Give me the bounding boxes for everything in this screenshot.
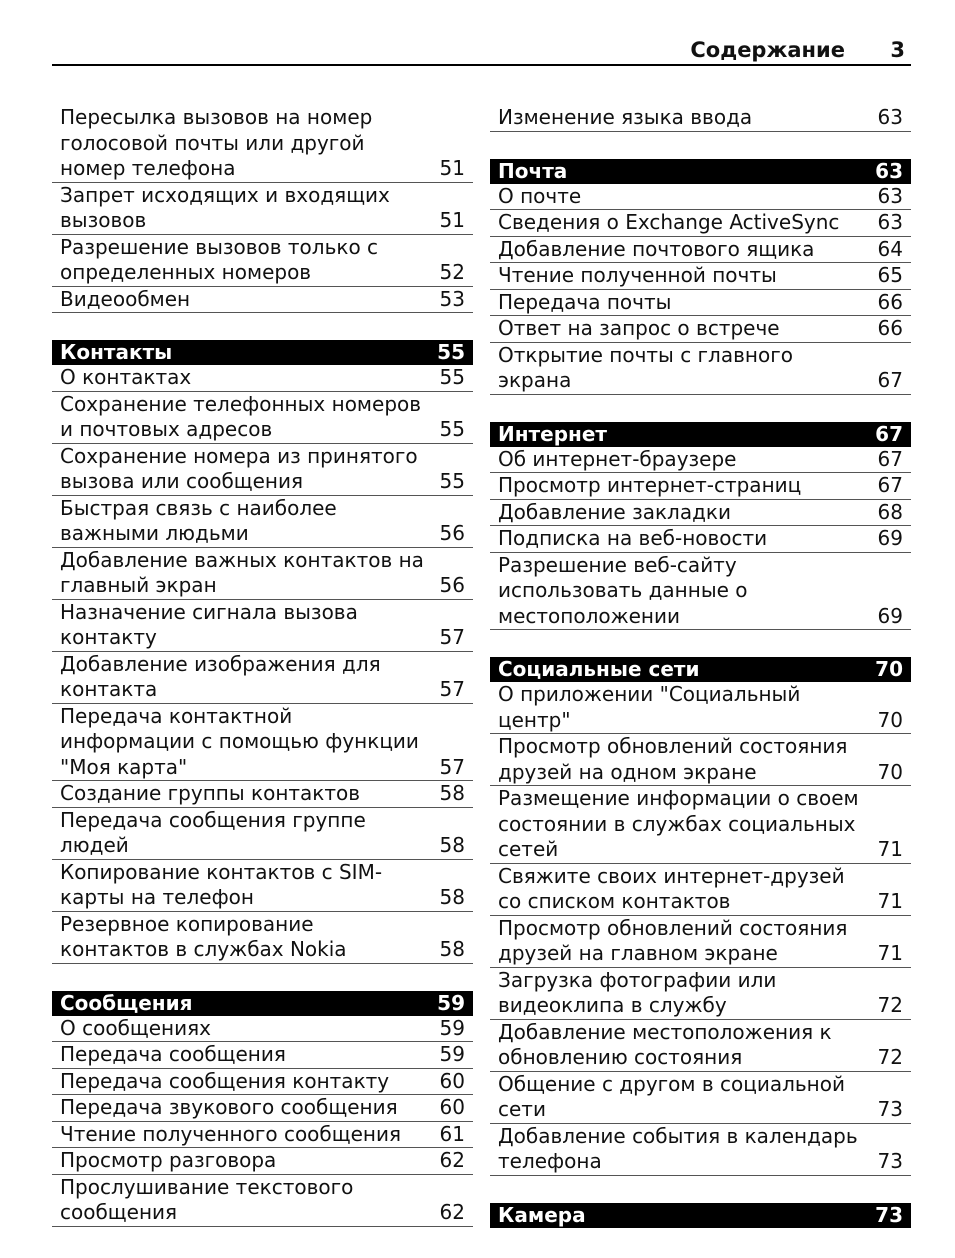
toc-entry-title: Резервное копирование контактов в службах Nokia bbox=[60, 911, 347, 961]
toc-list-left-top bbox=[52, 105, 473, 313]
toc-entry-page: 63 bbox=[877, 183, 903, 208]
toc-entry-title: О почте bbox=[498, 183, 582, 208]
toc-entry[interactable] bbox=[52, 600, 473, 652]
toc-entry-title: Добавление почтового ящика bbox=[498, 236, 815, 261]
toc-entry[interactable] bbox=[490, 526, 911, 553]
toc-entry-page: 62 bbox=[439, 1200, 465, 1224]
section-gap bbox=[490, 1176, 911, 1203]
toc-entry-title: Общение с другом в социальной сети bbox=[498, 1071, 845, 1121]
toc-entry-title: Передача контактной информации с помощью функции "Моя карта" bbox=[60, 703, 419, 779]
toc-entry-title: Копирование контактов с SIM-карты на телефон bbox=[60, 859, 383, 909]
toc-entry-page: 63 bbox=[877, 105, 903, 129]
toc-entry-title: Об интернет-браузере bbox=[498, 446, 737, 471]
section-header-mail[interactable] bbox=[490, 159, 911, 184]
toc-entry[interactable] bbox=[52, 781, 473, 808]
section-title: Социальные сети bbox=[498, 657, 700, 681]
section-gap bbox=[52, 964, 473, 991]
toc-entry-page: 62 bbox=[439, 1148, 465, 1172]
section-page: 67 bbox=[875, 421, 903, 446]
toc-entry[interactable] bbox=[490, 316, 911, 343]
toc-entry[interactable] bbox=[52, 1016, 473, 1043]
section-gap bbox=[490, 395, 911, 422]
toc-entry-page: 67 bbox=[877, 473, 903, 497]
toc-entry-page: 60 bbox=[439, 1068, 465, 1093]
section-gap bbox=[52, 313, 473, 340]
toc-entry[interactable] bbox=[52, 1122, 473, 1149]
toc-entry-page: 71 bbox=[877, 889, 903, 913]
toc-entry-page: 69 bbox=[877, 603, 903, 628]
toc-entry[interactable] bbox=[490, 237, 911, 264]
toc-entry[interactable] bbox=[52, 287, 473, 314]
toc-entry-title: Передача звукового сообщения bbox=[60, 1095, 398, 1119]
toc-entry-page: 73 bbox=[877, 1097, 903, 1121]
toc-entry-title: О приложении "Социальный центр" bbox=[498, 682, 801, 732]
toc-entry-title: Изменение языка ввода bbox=[498, 105, 753, 129]
page-title: Содержание bbox=[690, 38, 845, 62]
toc-entry-page: 71 bbox=[877, 837, 903, 861]
toc-entry-page: 71 bbox=[877, 941, 903, 965]
toc-entry-title: Ответ на запрос о встрече bbox=[498, 316, 780, 340]
toc-entry[interactable] bbox=[490, 1072, 911, 1124]
toc-entry[interactable] bbox=[52, 444, 473, 496]
toc-entry-page: 61 bbox=[439, 1121, 465, 1146]
toc-entry[interactable] bbox=[52, 183, 473, 235]
toc-entry-title: Открытие почты с главного экрана bbox=[498, 342, 793, 392]
toc-entry-page: 64 bbox=[877, 236, 903, 261]
toc-entry-title: О контактах bbox=[60, 365, 192, 389]
toc-entry[interactable] bbox=[52, 1069, 473, 1096]
toc-entry-title: Размещение информации о своем состоянии в службах социальных сетей bbox=[498, 786, 859, 861]
toc-entry-title: Передача сообщения контакту bbox=[60, 1068, 390, 1093]
toc-entry[interactable] bbox=[490, 734, 911, 786]
toc-list-mail bbox=[490, 184, 911, 395]
toc-entry-page: 72 bbox=[877, 993, 903, 1017]
toc-entry-page: 57 bbox=[439, 754, 465, 779]
toc-entry-page: 66 bbox=[877, 316, 903, 340]
right-column bbox=[490, 105, 911, 1228]
section-header-social[interactable] bbox=[490, 657, 911, 682]
toc-entry-title: Добавление местоположения к обновлению состояния bbox=[498, 1019, 832, 1069]
toc-entry[interactable] bbox=[490, 916, 911, 968]
toc-entry-page: 51 bbox=[439, 156, 465, 180]
section-page: 59 bbox=[437, 990, 465, 1015]
toc-entry[interactable] bbox=[52, 1095, 473, 1122]
toc-entry-page: 69 bbox=[877, 526, 903, 550]
toc-entry[interactable] bbox=[52, 105, 473, 183]
section-header-contacts[interactable] bbox=[52, 340, 473, 365]
toc-entry-page: 65 bbox=[877, 263, 903, 287]
section-title: Сообщения bbox=[60, 990, 193, 1015]
toc-entry[interactable] bbox=[52, 912, 473, 964]
toc-entry-title: Добавление события в календарь телефона bbox=[498, 1123, 858, 1173]
toc-entry[interactable] bbox=[490, 500, 911, 527]
toc-list-internet bbox=[490, 447, 911, 631]
section-page: 70 bbox=[875, 657, 903, 681]
toc-entry[interactable] bbox=[490, 553, 911, 631]
toc-entry[interactable] bbox=[490, 210, 911, 237]
section-page: 63 bbox=[875, 158, 903, 183]
section-title: Камера bbox=[498, 1202, 586, 1227]
toc-list-right-top bbox=[490, 105, 911, 132]
toc-entry-page: 55 bbox=[439, 417, 465, 441]
toc-entry-title: Загрузка фотографии или видеоклипа в службу bbox=[498, 967, 777, 1017]
toc-entry[interactable] bbox=[52, 860, 473, 912]
toc-entry-title: Сохранение номера из принятого вызова или сообщения bbox=[60, 443, 418, 493]
toc-entry-page: 63 bbox=[877, 210, 903, 234]
toc-entry-page: 60 bbox=[439, 1095, 465, 1119]
toc-entry-title: Чтение полученной почты bbox=[498, 263, 777, 287]
toc-list-social bbox=[490, 682, 911, 1176]
toc-entry-page: 56 bbox=[439, 521, 465, 545]
section-title: Контакты bbox=[60, 340, 173, 364]
toc-entry-page: 58 bbox=[439, 937, 465, 961]
toc-entry-page: 52 bbox=[439, 260, 465, 284]
toc-entry-page: 58 bbox=[439, 833, 465, 857]
toc-entry-title: Добавление закладки bbox=[498, 499, 731, 524]
toc-entry[interactable] bbox=[52, 1148, 473, 1175]
section-header-messages[interactable] bbox=[52, 991, 473, 1016]
toc-entry[interactable] bbox=[52, 235, 473, 287]
toc-entry-page: 68 bbox=[877, 499, 903, 524]
toc-entry[interactable] bbox=[490, 184, 911, 211]
toc-entry-page: 57 bbox=[439, 625, 465, 649]
toc-entry-title: Добавление важных контактов на главный экран bbox=[60, 547, 424, 597]
toc-entry[interactable] bbox=[490, 864, 911, 916]
section-gap bbox=[490, 630, 911, 657]
toc-entry-title: Сохранение телефонных номеров и почтовых адресов bbox=[60, 391, 422, 441]
toc-entry-title: Видеообмен bbox=[60, 286, 191, 311]
toc-entry-title: Подписка на веб-новости bbox=[498, 526, 768, 550]
toc-entry[interactable] bbox=[52, 1175, 473, 1227]
toc-entry[interactable] bbox=[490, 343, 911, 395]
toc-entry-page: 59 bbox=[439, 1015, 465, 1040]
toc-entry-page: 59 bbox=[439, 1042, 465, 1066]
toc-entry[interactable] bbox=[490, 1020, 911, 1072]
section-title: Почта bbox=[498, 158, 568, 183]
toc-list-contacts bbox=[52, 365, 473, 964]
toc-entry-title: Прослушивание текстового сообщения bbox=[60, 1174, 354, 1224]
toc-entry-page: 58 bbox=[439, 885, 465, 909]
toc-entry-page: 73 bbox=[877, 1149, 903, 1173]
page-header bbox=[52, 36, 911, 66]
toc-entry-title: Просмотр обновлений состояния друзей на главном экране bbox=[498, 915, 848, 965]
toc-entry-title: Чтение полученного сообщения bbox=[60, 1121, 401, 1146]
section-header-camera[interactable] bbox=[490, 1203, 911, 1228]
toc-entry-title: Передача сообщения группе людей bbox=[60, 807, 366, 857]
toc-entry-page: 55 bbox=[439, 469, 465, 493]
toc-entry-page: 72 bbox=[877, 1045, 903, 1069]
page-number: 3 bbox=[890, 38, 905, 62]
toc-entry-title: Разрешение вызовов только с определенных номеров bbox=[60, 234, 379, 284]
section-header-internet[interactable] bbox=[490, 422, 911, 447]
toc-entry-title: Добавление изображения для контакта bbox=[60, 651, 381, 701]
toc-entry[interactable] bbox=[52, 1042, 473, 1069]
toc-entry-title: Запрет исходящих и входящих вызовов bbox=[60, 182, 390, 232]
toc-entry[interactable] bbox=[490, 105, 911, 132]
toc-entry[interactable] bbox=[490, 786, 911, 864]
section-page: 55 bbox=[437, 340, 465, 364]
toc-entry-page: 70 bbox=[877, 759, 903, 784]
toc-entry-title: Просмотр интернет-страниц bbox=[498, 473, 802, 497]
toc-entry-title: Разрешение веб-сайту использовать данные о местоположении bbox=[498, 552, 748, 628]
toc-entry[interactable] bbox=[52, 496, 473, 548]
toc-entry-page: 70 bbox=[877, 707, 903, 732]
toc-list-messages bbox=[52, 1016, 473, 1227]
toc-entry[interactable] bbox=[52, 548, 473, 600]
toc-entry-page: 56 bbox=[439, 573, 465, 597]
toc-entry-title: Сведения о Exchange ActiveSync bbox=[498, 210, 840, 234]
toc-entry-page: 66 bbox=[877, 289, 903, 314]
toc-entry-title: Передача сообщения bbox=[60, 1042, 286, 1066]
toc-entry[interactable] bbox=[52, 365, 473, 392]
toc-entry-title: Пересылка вызовов на номер голосовой почты или другой номер телефона bbox=[60, 105, 373, 180]
toc-entry-title: О сообщениях bbox=[60, 1015, 211, 1040]
toc-entry-title: Свяжите своих интернет-друзей со списком контактов bbox=[498, 863, 845, 913]
toc-entry[interactable] bbox=[490, 290, 911, 317]
toc-entry[interactable] bbox=[490, 263, 911, 290]
toc-entry[interactable] bbox=[490, 473, 911, 500]
section-page: 73 bbox=[875, 1202, 903, 1227]
toc-entry-page: 57 bbox=[439, 677, 465, 701]
section-title: Интернет bbox=[498, 421, 608, 446]
section-gap bbox=[490, 132, 911, 159]
toc-entry-title: Быстрая связь с наиболее важными людьми bbox=[60, 495, 337, 545]
toc-entry[interactable] bbox=[52, 392, 473, 444]
toc-entry[interactable] bbox=[490, 968, 911, 1020]
toc-entry-page: 53 bbox=[439, 286, 465, 311]
toc-entry-page: 67 bbox=[877, 368, 903, 392]
toc-entry-title: Создание группы контактов bbox=[60, 781, 361, 805]
toc-entry-title: Назначение сигнала вызова контакту bbox=[60, 599, 358, 649]
toc-entry-title: Просмотр разговора bbox=[60, 1148, 277, 1172]
toc-entry-page: 67 bbox=[877, 446, 903, 471]
toc-entry-page: 55 bbox=[439, 365, 465, 389]
toc-entry[interactable] bbox=[52, 704, 473, 782]
toc-entry[interactable] bbox=[490, 1124, 911, 1176]
toc-entry-page: 51 bbox=[439, 208, 465, 232]
toc-entry-page: 58 bbox=[439, 781, 465, 805]
toc-entry[interactable] bbox=[490, 447, 911, 474]
left-column bbox=[52, 105, 473, 1227]
toc-entry-title: Просмотр обновлений состояния друзей на одном экране bbox=[498, 734, 848, 784]
toc-entry-title: Передача почты bbox=[498, 289, 672, 314]
toc-entry[interactable] bbox=[52, 652, 473, 704]
toc-entry[interactable] bbox=[490, 682, 911, 734]
toc-entry[interactable] bbox=[52, 808, 473, 860]
